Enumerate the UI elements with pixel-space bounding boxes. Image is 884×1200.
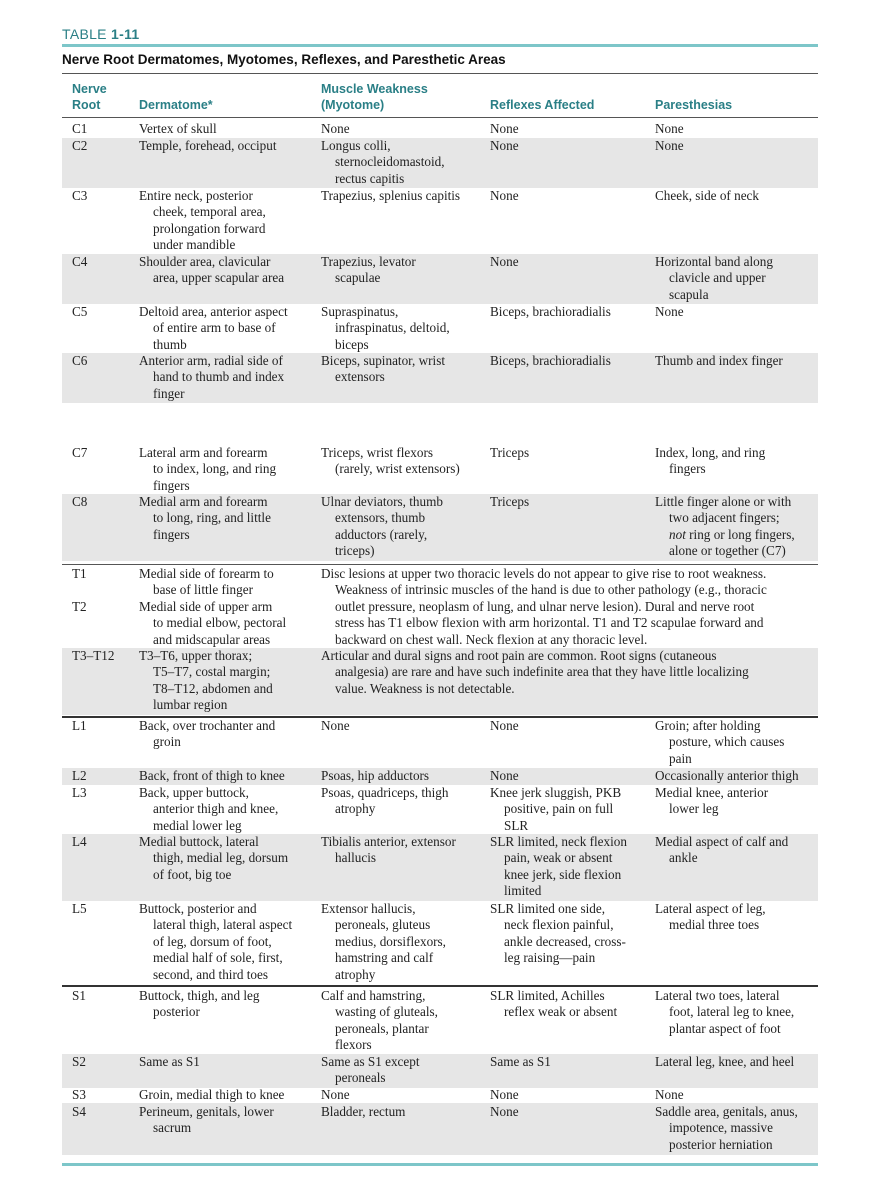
c8-paresthesias-line: two adjacent fingers; <box>669 510 780 526</box>
c3-dermatome-line: under mandible <box>153 237 236 253</box>
c4-paresthesias-line: Horizontal band along <box>655 254 773 269</box>
t3-t12-note-line: analgesia) are rare and have such indefinite area that they have little localizing <box>335 664 749 680</box>
header-myotome <box>321 81 428 113</box>
l5-dermatome-line: medial half of sole, first, <box>153 950 283 966</box>
s4-reflexes <box>490 1104 650 1120</box>
section-rule-sacral <box>62 985 818 987</box>
c2-paresthesias <box>655 138 817 154</box>
s2-paresthesias-line: Lateral leg, knee, and heel <box>655 1054 795 1069</box>
l3-reflexes <box>490 785 650 834</box>
s2-myotome <box>321 1054 486 1087</box>
l5-myotome-line: peroneals, gluteus <box>335 917 431 933</box>
c5-reflexes <box>490 304 650 320</box>
l5-dermatome-line: lateral thigh, lateral aspect <box>153 917 293 933</box>
c2-root: C2 <box>72 138 88 153</box>
c8-paresthesias-line <box>655 527 817 543</box>
s1-myotome-line: flexors <box>335 1037 372 1053</box>
c1-paresthesias <box>655 121 817 137</box>
l4-reflexes-line: SLR limited, neck flexion <box>490 834 627 849</box>
s4-myotome <box>321 1104 486 1120</box>
l4-reflexes-line: pain, weak or absent <box>504 850 613 866</box>
title-rule <box>62 73 818 74</box>
t2-dermatome <box>139 599 317 648</box>
c3-paresthesias-line: Cheek, side of neck <box>655 188 759 203</box>
l4-paresthesias <box>655 834 817 867</box>
t2-dermatome-line: Medial side of upper arm <box>139 599 273 614</box>
l1-dermatome-line: groin <box>153 734 181 750</box>
l1-dermatome-line: Back, over trochanter and <box>139 718 276 733</box>
s1-reflexes <box>490 988 650 1021</box>
l4-dermatome-line: of foot, big toe <box>153 866 232 882</box>
l3-paresthesias <box>655 785 817 818</box>
c7-root: C7 <box>72 445 88 460</box>
s1-dermatome-line: posterior <box>153 1004 200 1020</box>
t1-root: T1 <box>72 566 87 581</box>
l5-reflexes-line: SLR limited one side, <box>490 901 606 916</box>
l2-root: L2 <box>72 768 87 783</box>
s1-myotome-line: peroneals, plantar <box>335 1020 429 1036</box>
header-dermatome: Dermatome* <box>139 98 213 112</box>
c1-dermatome <box>139 121 317 137</box>
l1-root: L1 <box>72 718 87 733</box>
c2-myotome <box>321 138 486 187</box>
l1-dermatome <box>139 718 317 751</box>
c8-reflexes-line: Triceps <box>490 494 530 509</box>
l5-myotome-line: Extensor hallucis, <box>321 901 416 916</box>
c8-myotome-line: Ulnar deviators, thumb <box>321 494 443 509</box>
c5-myotome-line: infraspinatus, deltoid, <box>335 320 450 336</box>
header-paresthesias: Paresthesias <box>655 98 733 112</box>
t3-t12-note <box>321 648 811 697</box>
l1-paresthesias-line: pain <box>669 750 692 766</box>
c7-myotome-line: Triceps, wrist flexors <box>321 445 433 460</box>
l5-dermatome-line: of leg, dorsum of foot, <box>153 933 272 949</box>
c2-reflexes-line: None <box>490 138 519 153</box>
l4-dermatome <box>139 834 317 883</box>
c7-dermatome-line: Lateral arm and forearm <box>139 445 268 460</box>
s2-reflexes-line: Same as S1 <box>490 1054 551 1069</box>
c4-root: C4 <box>72 254 88 269</box>
l5-myotome-line: atrophy <box>335 966 376 982</box>
s3-myotome <box>321 1087 486 1103</box>
c8-paresthesias-line: alone or together (C7) <box>669 543 786 559</box>
l5-myotome-line: medius, dorsiflexors, <box>335 933 446 949</box>
c3-reflexes <box>490 188 650 204</box>
l3-reflexes-line: Knee jerk sluggish, PKB <box>490 785 622 800</box>
s1-dermatome <box>139 988 317 1021</box>
c6-reflexes-line: Biceps, brachioradialis <box>490 353 611 368</box>
c3-reflexes-line: None <box>490 188 519 203</box>
table-label-number: 1-11 <box>111 26 140 42</box>
l4-myotome-line: hallucis <box>335 850 377 866</box>
l3-myotome-line: Psoas, quadriceps, thigh <box>321 785 449 800</box>
c8-dermatome-line: to long, ring, and little <box>153 510 271 526</box>
c8-root: C8 <box>72 494 88 509</box>
c7-paresthesias-line: fingers <box>669 461 706 477</box>
c1-paresthesias-line: None <box>655 121 684 136</box>
bottom-teal-rule <box>62 1163 818 1166</box>
t1-t2-note-line: outlet pressure, neoplasm of lung, and ulnar nerve lesion). Dural and nerve root <box>335 598 755 614</box>
c5-dermatome-line: Deltoid area, anterior aspect <box>139 304 288 319</box>
l3-dermatome-line: anterior thigh and knee, <box>153 801 279 817</box>
l5-dermatome <box>139 901 317 983</box>
c4-paresthesias-line: scapula <box>669 286 709 302</box>
c3-dermatome <box>139 188 317 254</box>
top-teal-rule <box>62 44 818 47</box>
c5-dermatome-line: of entire arm to base of <box>153 320 276 336</box>
l3-root: L3 <box>72 785 87 800</box>
l2-reflexes-line: None <box>490 768 519 783</box>
s2-paresthesias <box>655 1054 817 1070</box>
c1-reflexes-line: None <box>490 121 519 136</box>
header-nerve-root-line1: Nerve <box>72 82 107 96</box>
c2-myotome-line: rectus capitis <box>335 170 405 186</box>
s1-reflexes-line: SLR limited, Achilles <box>490 988 605 1003</box>
s2-dermatome-line: Same as S1 <box>139 1054 200 1069</box>
c5-myotome-line: Supraspinatus, <box>321 304 399 319</box>
section-rule-thoracic <box>62 564 818 565</box>
table-label <box>62 26 139 42</box>
s3-reflexes <box>490 1087 650 1103</box>
c1-myotome <box>321 121 486 137</box>
c8-myotome-line: extensors, thumb <box>335 510 426 526</box>
t1-dermatome-line: base of little finger <box>153 582 253 598</box>
s1-myotome-line: wasting of gluteals, <box>335 1004 438 1020</box>
c8-paresthesias-fragment: ring or long fingers, <box>685 526 795 542</box>
t1-t2-note-line: backward on chest wall. Neck flexion at any thoracic level. <box>335 631 648 647</box>
s4-myotome-line: Bladder, rectum <box>321 1104 406 1119</box>
c4-paresthesias-line: clavicle and upper <box>669 270 766 286</box>
c6-reflexes <box>490 353 650 369</box>
s4-dermatome-line: Perineum, genitals, lower <box>139 1104 274 1119</box>
c6-dermatome-line: hand to thumb and index <box>153 369 285 385</box>
l4-reflexes <box>490 834 650 900</box>
c2-paresthesias-line: None <box>655 138 684 153</box>
l5-reflexes <box>490 901 650 967</box>
s2-myotome-line: Same as S1 except <box>321 1054 420 1069</box>
c6-dermatome-line: Anterior arm, radial side of <box>139 353 283 368</box>
t3-t12-dermatome <box>139 648 317 714</box>
s3-myotome-line: None <box>321 1087 350 1102</box>
s4-dermatome <box>139 1104 317 1137</box>
c2-myotome-line: Longus colli, <box>321 138 391 153</box>
s1-root: S1 <box>72 988 86 1003</box>
s4-reflexes-line: None <box>490 1104 519 1119</box>
l5-myotome <box>321 901 486 983</box>
s3-paresthesias-line: None <box>655 1087 684 1102</box>
c5-dermatome-line: thumb <box>153 336 187 352</box>
l4-dermatome-line: Medial buttock, lateral <box>139 834 259 849</box>
l4-reflexes-line: limited <box>504 883 542 899</box>
l4-myotome <box>321 834 486 867</box>
s3-dermatome-line: Groin, medial thigh to knee <box>139 1087 285 1102</box>
c2-dermatome <box>139 138 317 154</box>
l2-dermatome <box>139 768 321 784</box>
l3-dermatome-line: medial lower leg <box>153 817 242 833</box>
c4-reflexes <box>490 254 650 270</box>
s4-dermatome-line: sacrum <box>153 1120 192 1136</box>
l5-reflexes-line: neck flexion painful, <box>504 917 614 933</box>
c1-myotome-line: None <box>321 121 350 136</box>
s1-reflexes-line: reflex weak or absent <box>504 1004 618 1020</box>
c6-paresthesias <box>655 353 817 369</box>
c4-dermatome-line: area, upper scapular area <box>153 270 285 286</box>
table-page <box>62 0 820 1200</box>
s2-root: S2 <box>72 1054 86 1069</box>
c5-paresthesias <box>655 304 817 320</box>
c4-dermatome <box>139 254 317 287</box>
c7-myotome <box>321 445 486 478</box>
s1-myotome-line: Calf and hamstring, <box>321 988 426 1003</box>
c5-root: C5 <box>72 304 88 319</box>
t2-dermatome-line: to medial elbow, pectoral <box>153 615 287 631</box>
t3-t12-root: T3–T12 <box>72 648 115 663</box>
c6-dermatome-line: finger <box>153 385 185 401</box>
s3-dermatome <box>139 1087 321 1103</box>
s4-root: S4 <box>72 1104 86 1119</box>
l3-myotome <box>321 785 486 818</box>
c6-myotome-line: extensors <box>335 369 385 385</box>
l2-myotome-line: Psoas, hip adductors <box>321 768 430 783</box>
l5-myotome-line: hamstring and calf <box>335 950 434 966</box>
s1-paresthesias-line: plantar aspect of foot <box>669 1020 781 1036</box>
s3-root: S3 <box>72 1087 86 1102</box>
c8-paresthesias <box>655 494 817 560</box>
l1-myotome-line: None <box>321 718 350 733</box>
l5-paresthesias-line: Lateral aspect of leg, <box>655 901 766 916</box>
l2-reflexes <box>490 768 650 784</box>
t3-t12-note-line: Articular and dural signs and root pain are common. Root signs (cutaneous <box>321 648 717 663</box>
c5-myotome <box>321 304 486 353</box>
c7-dermatome-line: to index, long, and ring <box>153 461 277 477</box>
l5-paresthesias-line: medial three toes <box>669 917 760 933</box>
c2-myotome-line: sternocleidomastoid, <box>335 154 445 170</box>
t3-t12-dermatome-line: T8–T12, abdomen and <box>153 680 273 696</box>
l5-dermatome-line: Buttock, posterior and <box>139 901 257 916</box>
l4-paresthesias-line: Medial aspect of calf and <box>655 834 789 849</box>
c5-reflexes-line: Biceps, brachioradialis <box>490 304 611 319</box>
t2-root: T2 <box>72 599 87 614</box>
c7-reflexes-line: Triceps <box>490 445 530 460</box>
c3-dermatome-line: prolongation forward <box>153 220 266 236</box>
c4-dermatome-line: Shoulder area, clavicular <box>139 254 271 269</box>
c6-root: C6 <box>72 353 88 368</box>
c5-myotome-line: biceps <box>335 336 369 352</box>
l3-myotome-line: atrophy <box>335 801 376 817</box>
header-myotome-line2: (Myotome) <box>321 98 385 112</box>
l2-paresthesias <box>655 768 819 784</box>
l1-paresthesias <box>655 718 817 767</box>
s2-myotome-line: peroneals <box>335 1070 386 1086</box>
c6-dermatome <box>139 353 317 402</box>
t1-t2-note <box>321 566 811 648</box>
l3-paresthesias-line: lower leg <box>669 801 719 817</box>
s4-paresthesias-line: impotence, massive <box>669 1120 774 1136</box>
t1-t2-note-line: Weakness of intrinsic muscles of the hand is due to other pathology (e.g., thoracic <box>335 582 767 598</box>
c7-dermatome <box>139 445 317 494</box>
l1-reflexes <box>490 718 650 734</box>
s1-paresthesias <box>655 988 817 1037</box>
l3-dermatome-line: Back, upper buttock, <box>139 785 249 800</box>
l5-dermatome-line: second, and third toes <box>153 966 268 982</box>
l1-paresthesias-line: Groin; after holding <box>655 718 761 733</box>
s1-dermatome-line: Buttock, thigh, and leg <box>139 988 260 1003</box>
c4-reflexes-line: None <box>490 254 519 269</box>
c4-myotome <box>321 254 486 287</box>
c8-dermatome-line: fingers <box>153 526 190 542</box>
t3-t12-dermatome-line: lumbar region <box>153 697 228 713</box>
header-reflexes: Reflexes Affected <box>490 98 595 112</box>
c5-paresthesias-line: None <box>655 304 684 319</box>
s4-paresthesias-line: posterior herniation <box>669 1136 773 1152</box>
c6-paresthesias-line: Thumb and index finger <box>655 353 783 368</box>
l4-dermatome-line: thigh, medial leg, dorsum <box>153 850 289 866</box>
l3-dermatome <box>139 785 317 834</box>
header-myotome-line1: Muscle Weakness <box>321 82 428 96</box>
c7-myotome-line: (rarely, wrist extensors) <box>335 461 460 477</box>
l1-reflexes-line: None <box>490 718 519 733</box>
c3-dermatome-line: Entire neck, posterior <box>139 188 253 203</box>
s3-paresthesias <box>655 1087 817 1103</box>
c5-dermatome <box>139 304 317 353</box>
t3-t12-note-line: value. Weakness is not detectable. <box>335 680 515 696</box>
s1-paresthesias-line: foot, lateral leg to knee, <box>669 1004 795 1020</box>
c3-myotome <box>321 188 486 204</box>
l2-myotome <box>321 768 486 784</box>
c4-myotome-line: scapulae <box>335 270 381 286</box>
l4-reflexes-line: knee jerk, side flexion <box>504 866 622 882</box>
c8-paresthesias-emphasis: not <box>669 526 686 542</box>
c8-dermatome <box>139 494 317 543</box>
c1-reflexes <box>490 121 650 137</box>
s2-dermatome <box>139 1054 317 1070</box>
c7-dermatome-line: fingers <box>153 477 190 493</box>
table-label-prefix: TABLE <box>62 26 107 42</box>
t3-t12-dermatome-line: T3–T6, upper thorax; <box>139 648 253 663</box>
t1-t2-note-line: Disc lesions at upper two thoracic levels do not appear to give rise to root weakness. <box>321 566 767 581</box>
c3-paresthesias <box>655 188 817 204</box>
l3-reflexes-line: SLR <box>504 817 529 833</box>
c8-reflexes <box>490 494 650 510</box>
c8-myotome-line: triceps) <box>335 543 375 559</box>
c4-myotome-line: Trapezius, levator <box>321 254 416 269</box>
c1-root: C1 <box>72 121 88 136</box>
c3-myotome-line: Trapezius, splenius capitis <box>321 188 461 203</box>
c3-root: C3 <box>72 188 88 203</box>
c8-myotome <box>321 494 486 560</box>
c2-dermatome-line: Temple, forehead, occiput <box>139 138 277 153</box>
c7-paresthesias-line: Index, long, and ring <box>655 445 766 460</box>
s3-reflexes-line: None <box>490 1087 519 1102</box>
s4-paresthesias <box>655 1104 817 1153</box>
c2-reflexes <box>490 138 650 154</box>
s2-reflexes <box>490 1054 650 1070</box>
header-nerve-root <box>72 81 107 113</box>
l5-root: L5 <box>72 901 87 916</box>
c8-dermatome-line: Medial arm and forearm <box>139 494 268 509</box>
table-title: Nerve Root Dermatomes, Myotomes, Reflexes, and Paresthetic Areas <box>62 52 506 67</box>
l5-reflexes-line: leg raising—pain <box>504 950 596 966</box>
l3-paresthesias-line: Medial knee, anterior <box>655 785 769 800</box>
s4-paresthesias-line: Saddle area, genitals, anus, <box>655 1104 798 1119</box>
l5-reflexes-line: ankle decreased, cross- <box>504 933 626 949</box>
header-rule <box>62 117 818 118</box>
c8-myotome-line: adductors (rarely, <box>335 526 428 542</box>
l2-paresthesias-line: Occasionally anterior thigh <box>655 768 799 783</box>
t1-dermatome-line: Medial side of forearm to <box>139 566 274 581</box>
s1-paresthesias-line: Lateral two toes, lateral <box>655 988 780 1003</box>
t1-t2-note-line: stress has T1 elbow flexion with arm horizontal. T1 and T2 scapulae forward and <box>335 615 764 631</box>
l3-reflexes-line: positive, pain on full <box>504 801 614 817</box>
c7-reflexes <box>490 445 650 461</box>
l2-dermatome-line: Back, front of thigh to knee <box>139 768 285 783</box>
c1-dermatome-line: Vertex of skull <box>139 121 217 136</box>
c6-myotome-line: Biceps, supinator, wrist <box>321 353 446 368</box>
l5-paresthesias <box>655 901 817 934</box>
l1-myotome <box>321 718 486 734</box>
c7-paresthesias <box>655 445 817 478</box>
t3-t12-dermatome-line: T5–T7, costal margin; <box>153 664 271 680</box>
s1-myotome <box>321 988 486 1054</box>
l1-paresthesias-line: posture, which causes <box>669 734 785 750</box>
t2-dermatome-line: and midscapular areas <box>153 631 271 647</box>
l4-paresthesias-line: ankle <box>669 850 698 866</box>
header-nerve-root-line2: Root <box>72 98 101 112</box>
c4-paresthesias <box>655 254 817 303</box>
c3-dermatome-line: cheek, temporal area, <box>153 204 266 220</box>
c8-paresthesias-line: Little finger alone or with <box>655 494 792 509</box>
c6-myotome <box>321 353 486 386</box>
t1-dermatome <box>139 566 317 599</box>
l4-myotome-line: Tibialis anterior, extensor <box>321 834 456 849</box>
l4-root: L4 <box>72 834 87 849</box>
